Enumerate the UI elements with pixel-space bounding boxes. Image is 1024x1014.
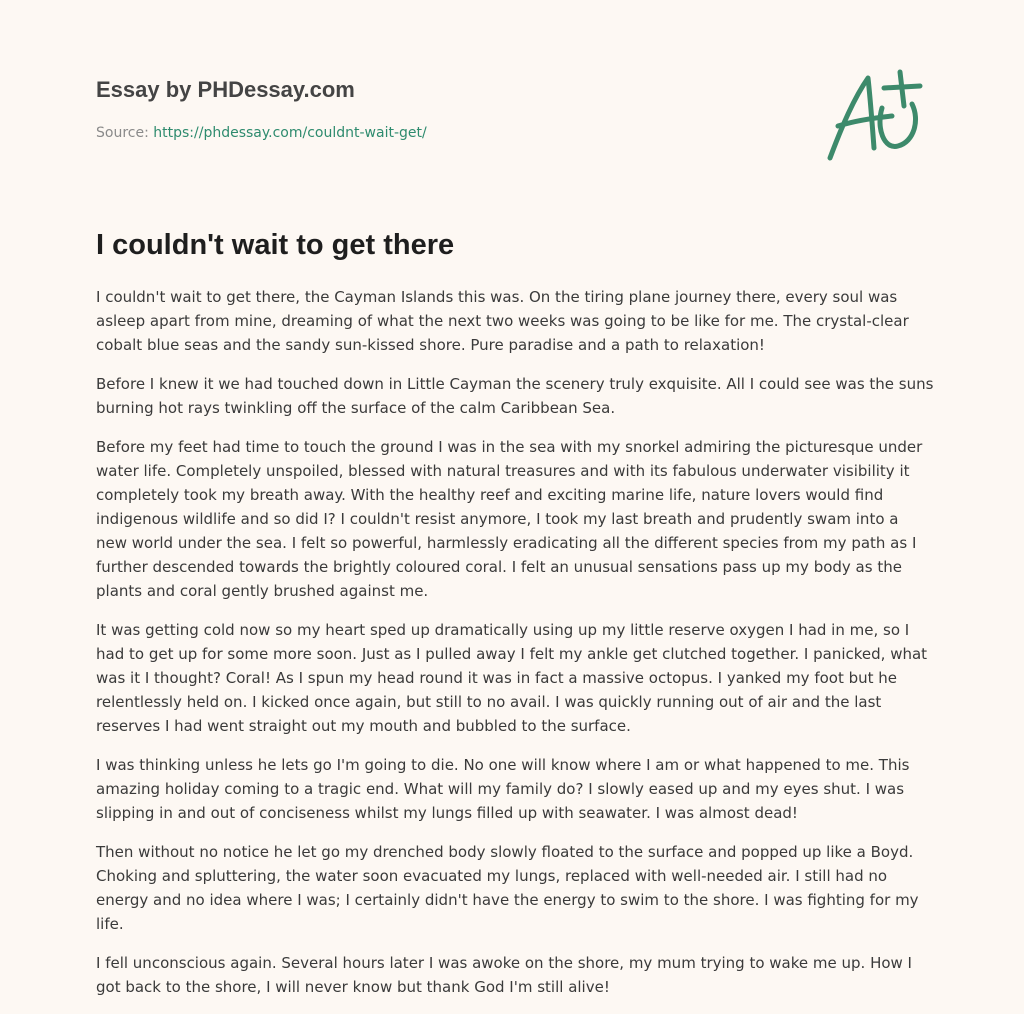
source-label: Source:	[96, 125, 149, 141]
source-link[interactable]: https://phdessay.com/couldnt-wait-get/	[153, 125, 427, 141]
essay-paragraph: Before my feet had time to touch the ground I was in the sea with my snorkel admiring the picturesque under water life. Completely unspoiled, blessed with natural treasures and with its fabulous underwater visibility it completely took my breath away. With the healthy reef and exciting marine life, nature lovers would find indigenous wildlife and so did I? I couldn't resist anymore, I took my last breath and prudently swam into a new world under the sea. I felt so powerful, harmlessly eradicating all the different species from my path as I further descended towards the brightly coloured coral. I felt an unusual sensations pass up my body as the plants and coral gently brushed against me.	[96, 438, 923, 600]
essay-paragraph: Before I knew it we had touched down in Little Cayman the scenery truly exquisite. All I could see was the suns burning hot rays twinkling off the surface of the calm Caribbean Sea.	[96, 375, 934, 417]
source-line	[96, 124, 796, 142]
essay-paragraph: Then without no notice he let go my drenched body slowly floated to the surface and popped up like a Boyd. Choking and spluttering, the water soon evacuated my lungs, replaced with well-needed air. I still had no energy and no idea where I was; I certainly didn't have the energy to swim to the shore. I was fighting for my life.	[96, 843, 919, 933]
a-plus-grade-icon	[820, 66, 930, 166]
brand-title: Essay by PHDessay.com	[96, 77, 355, 102]
essay-paragraph: I was thinking unless he lets go I'm going to die. No one will know where I am or what happened to me. This amazing holiday coming to a tragic end. What will my family do? I slowly eased up and my eyes shut. I was slipping in and out of conciseness whilst my lungs filled up with seawater. I was almost dead!	[96, 756, 910, 822]
essay-title: I couldn't wait to get there	[96, 229, 455, 261]
essay-paragraph: It was getting cold now so my heart sped up dramatically using up my little reserve oxygen I had in me, so I had to get up for some more soon. Just as I pulled away I felt my ankle get clutched together. I panicked, what was it I thought? Coral! As I spun my head round it was in fact a massive octopus. I yanked my foot but he relentlessly held on. I kicked once again, but still to no avail. I was quickly running out of air and the last reserves I had went straight out my mouth and bubbled to the surface.	[96, 621, 928, 735]
essay-paragraph: I couldn't wait to get there, the Cayman Islands this was. On the tiring plane journey there, every soul was asleep apart from mine, dreaming of what the next two weeks was going to be like for me. The crystal-clear cobalt blue seas and the sandy sun-kissed shore. Pure paradise and a path to relaxation!	[96, 288, 909, 354]
essay-body	[96, 285, 934, 1014]
page-header	[96, 76, 796, 142]
essay-paragraph: I fell unconscious again. Several hours later I was awoke on the shore, my mum trying to wake me up. How I got back to the shore, I will never know but thank God I'm still alive!	[96, 954, 912, 996]
